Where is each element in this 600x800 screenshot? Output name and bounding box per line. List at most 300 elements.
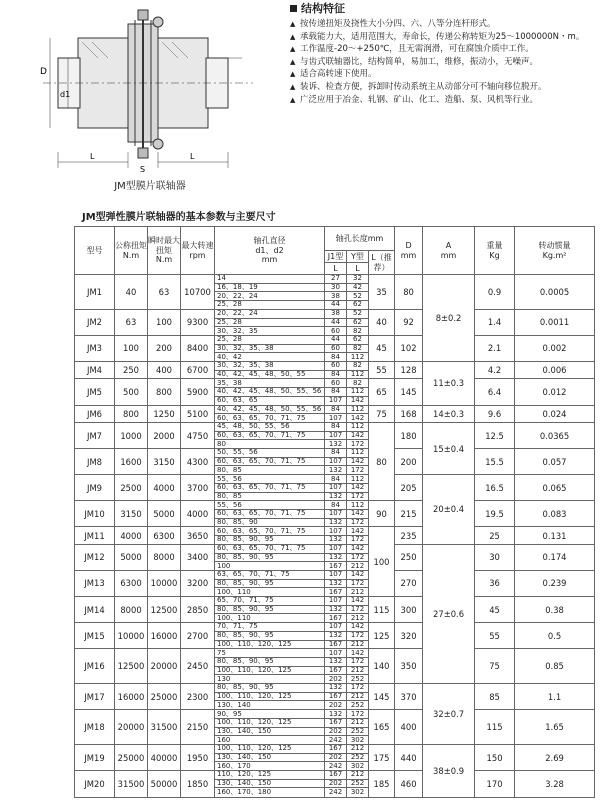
cell-length-j: 107 — [325, 483, 347, 492]
cell-length-j: 132 — [325, 553, 347, 562]
cell-model: JM11 — [75, 527, 115, 544]
cell-l-recommended: 90 — [369, 501, 395, 527]
table-body — [75, 275, 595, 798]
cell-length-j: 167 — [325, 718, 347, 727]
cell-peak-torque: 20000 — [148, 649, 181, 684]
cell-peak-torque: 3150 — [148, 449, 181, 475]
table-title: JM型弹性膜片联轴器的基本参数与主要尺寸 — [82, 212, 276, 223]
cell-d: 370 — [395, 684, 423, 710]
table-row — [75, 544, 595, 553]
cell-weight: 25 — [475, 527, 515, 544]
cell-length-y: 172 — [347, 684, 369, 693]
dim-l-left-label: L — [90, 152, 95, 161]
cell-d: 270 — [395, 570, 423, 596]
cell-model: JM3 — [75, 335, 115, 361]
cell-bore-diameter: 60、63、65、70、71、75 — [215, 509, 325, 518]
cell-length-j: 132 — [325, 657, 347, 666]
cell-length-j: 60 — [325, 362, 347, 371]
cell-bore-diameter: 30、32、35、38 — [215, 362, 325, 371]
triangle-bullet-icon: ▲ — [290, 32, 296, 41]
table-row — [75, 275, 595, 284]
cell-model: JM1 — [75, 275, 115, 310]
features-list — [290, 18, 590, 106]
cell-bore-diameter: 80、85、90、95 — [215, 605, 325, 614]
cell-length-j: 107 — [325, 509, 347, 518]
cell-peak-torque: 40000 — [148, 744, 181, 770]
cell-peak-torque: 1250 — [148, 405, 181, 422]
cell-max-speed: 5900 — [181, 379, 215, 405]
cell-length-j: 84 — [325, 422, 347, 431]
cell-length-y: 142 — [347, 457, 369, 466]
triangle-bullet-icon: ▲ — [290, 20, 296, 28]
cell-a: 27±0.6 — [423, 544, 475, 683]
cell-length-j: 44 — [325, 318, 347, 327]
cell-weight: 150 — [475, 744, 515, 770]
cell-weight: 2.1 — [475, 335, 515, 361]
cell-length-y: 142 — [347, 414, 369, 423]
cell-bore-diameter: 130、140、150 — [215, 727, 325, 736]
cell-bore-diameter: 40、42、45、48、50、55、56 — [215, 405, 325, 414]
cell-max-speed: 3400 — [181, 544, 215, 570]
cell-length-y: 302 — [347, 788, 369, 798]
cell-model: JM8 — [75, 449, 115, 475]
triangle-bullet-icon: ▲ — [290, 70, 296, 79]
cell-bore-diameter: 40、42、45、48、50、55 — [215, 370, 325, 379]
cell-inertia: 3.28 — [515, 771, 595, 798]
cell-l-recommended: 145 — [369, 684, 395, 710]
cell-length-y: 42 — [347, 283, 369, 292]
cell-bore-diameter: 160、170、180 — [215, 788, 325, 798]
cell-length-y: 112 — [347, 370, 369, 379]
cell-model: JM20 — [75, 771, 115, 798]
cell-bore-diameter: 80、85、90、95 — [215, 684, 325, 693]
cell-weight: 4.2 — [475, 362, 515, 379]
cell-length-j: 202 — [325, 753, 347, 762]
cell-length-y: 212 — [347, 562, 369, 571]
cell-bore-diameter: 40、42 — [215, 353, 325, 362]
cell-length-j: 30 — [325, 283, 347, 292]
table-row — [75, 570, 595, 579]
cell-peak-torque: 100 — [148, 309, 181, 335]
cell-d: 460 — [395, 771, 423, 798]
cell-length-j: 202 — [325, 675, 347, 684]
cell-length-j: 242 — [325, 762, 347, 771]
cell-peak-torque: 5000 — [148, 501, 181, 527]
cell-model: JM7 — [75, 422, 115, 448]
cell-d: 92 — [395, 309, 423, 335]
cell-inertia: 0.5 — [515, 623, 595, 649]
parameters-table — [74, 226, 595, 798]
cell-model: JM13 — [75, 570, 115, 596]
cell-d: 400 — [395, 710, 423, 745]
cell-length-y: 142 — [347, 649, 369, 658]
feature-item — [290, 18, 590, 31]
header-nominal-torque: 公称扭矩 N.m — [115, 227, 148, 275]
cell-length-j: 27 — [325, 275, 347, 284]
cell-nominal-torque: 3150 — [115, 501, 148, 527]
cell-length-j: 107 — [325, 649, 347, 658]
cell-inertia: 0.0005 — [515, 275, 595, 310]
cell-bore-diameter: 100、110、120、125 — [215, 640, 325, 649]
cell-length-y: 252 — [347, 753, 369, 762]
cell-length-y: 212 — [347, 771, 369, 780]
cell-nominal-torque: 12500 — [115, 649, 148, 684]
cell-bore-diameter: 130、140、150 — [215, 753, 325, 762]
cell-peak-torque: 31500 — [148, 710, 181, 745]
cell-length-y: 172 — [347, 536, 369, 545]
cell-length-j: 107 — [325, 527, 347, 536]
cell-bore-diameter: 60、63、65 — [215, 396, 325, 405]
cell-bore-diameter: 30、32、35、38 — [215, 344, 325, 353]
cell-model: JM6 — [75, 405, 115, 422]
cell-bore-diameter: 80、85、90、95 — [215, 536, 325, 545]
header-l-recommended: L（推荐） — [369, 251, 395, 275]
feature-text: 按传递扭矩及挠性大小分四、六、八等分连杆形式。 — [300, 19, 496, 29]
table-row — [75, 475, 595, 484]
features-section — [290, 2, 590, 106]
cell-weight: 19.5 — [475, 501, 515, 527]
cell-inertia: 0.38 — [515, 597, 595, 623]
cell-bore-diameter: 110、120、125 — [215, 771, 325, 780]
cell-length-j: 202 — [325, 727, 347, 736]
cell-max-speed: 2450 — [181, 649, 215, 684]
square-bullet-icon — [290, 5, 297, 12]
cell-max-speed: 5100 — [181, 405, 215, 422]
cell-length-y: 172 — [347, 710, 369, 719]
cell-peak-torque: 8000 — [148, 544, 181, 570]
cell-nominal-torque: 10000 — [115, 623, 148, 649]
cell-d: 145 — [395, 379, 423, 405]
cell-inertia: 0.0365 — [515, 422, 595, 448]
cell-max-speed: 2150 — [181, 710, 215, 745]
cell-length-j: 107 — [325, 623, 347, 632]
cell-length-y: 142 — [347, 597, 369, 606]
cell-max-speed: 2700 — [181, 623, 215, 649]
cell-length-y: 172 — [347, 440, 369, 449]
cell-length-j: 84 — [325, 405, 347, 414]
cell-l-recommended: 125 — [369, 623, 395, 649]
cell-bore-diameter: 100、110、120、125 — [215, 692, 325, 701]
cell-length-y: 252 — [347, 701, 369, 710]
cell-length-j: 107 — [325, 597, 347, 606]
table-row — [75, 527, 595, 536]
cell-length-j: 107 — [325, 396, 347, 405]
cell-bore-diameter: 100、110、120、125 — [215, 666, 325, 675]
cell-bore-diameter: 60、63、65、70、71、75 — [215, 527, 325, 536]
cell-max-speed: 4750 — [181, 422, 215, 448]
cell-l-recommended: 80 — [369, 422, 395, 500]
cell-length-j: 132 — [325, 684, 347, 693]
cell-max-speed: 8400 — [181, 335, 215, 361]
header-a: A mm — [423, 227, 475, 275]
triangle-bullet-icon: ▲ — [290, 57, 296, 66]
cell-d: 102 — [395, 335, 423, 361]
dim-s-label: S — [140, 165, 146, 174]
table-row — [75, 309, 595, 318]
cell-length-y: 302 — [347, 762, 369, 771]
cell-l-recommended: 175 — [369, 744, 395, 770]
cell-length-j: 44 — [325, 335, 347, 344]
cell-max-speed: 2300 — [181, 684, 215, 710]
cell-length-y: 62 — [347, 301, 369, 310]
cell-nominal-torque: 16000 — [115, 684, 148, 710]
cell-inertia: 0.002 — [515, 335, 595, 361]
cell-bore-diameter: 80、85 — [215, 492, 325, 501]
cell-l-recommended: 115 — [369, 597, 395, 623]
cell-a: 32±0.7 — [423, 684, 475, 745]
cell-length-j: 84 — [325, 501, 347, 510]
cell-length-y: 142 — [347, 623, 369, 632]
cell-inertia: 1.65 — [515, 710, 595, 745]
cell-inertia: 0.131 — [515, 527, 595, 544]
feature-item — [290, 43, 590, 56]
cell-length-j: 167 — [325, 771, 347, 780]
cell-l-recommended: 45 — [369, 335, 395, 361]
cell-weight: 75 — [475, 649, 515, 684]
cell-length-j: 84 — [325, 449, 347, 458]
cell-max-speed: 4300 — [181, 449, 215, 475]
cell-nominal-torque: 40 — [115, 275, 148, 310]
cell-max-speed: 2850 — [181, 597, 215, 623]
cell-length-j: 84 — [325, 475, 347, 484]
cell-model: JM19 — [75, 744, 115, 770]
cell-length-y: 112 — [347, 475, 369, 484]
cell-length-j: 242 — [325, 788, 347, 798]
figure-caption: JM型膜片联轴器 — [114, 181, 186, 192]
feature-item — [290, 31, 590, 44]
cell-peak-torque: 6300 — [148, 527, 181, 544]
cell-length-y: 172 — [347, 492, 369, 501]
cell-nominal-torque: 5000 — [115, 544, 148, 570]
cell-max-speed: 10700 — [181, 275, 215, 310]
cell-bore-diameter: 70、71、75 — [215, 623, 325, 632]
cell-length-y: 172 — [347, 553, 369, 562]
cell-length-j: 107 — [325, 431, 347, 440]
cell-d: 300 — [395, 597, 423, 623]
cell-bore-diameter: 100 — [215, 562, 325, 571]
cell-inertia: 0.024 — [515, 405, 595, 422]
cell-a: 14±0.3 — [423, 405, 475, 422]
cell-length-y: 302 — [347, 736, 369, 745]
cell-nominal-torque: 20000 — [115, 710, 148, 745]
cell-length-y: 82 — [347, 344, 369, 353]
cell-bore-diameter: 35、38 — [215, 379, 325, 388]
cell-bore-diameter: 80、85、90、95 — [215, 631, 325, 640]
dim-d-label: D — [40, 67, 47, 77]
cell-length-y: 112 — [347, 449, 369, 458]
cell-length-j: 84 — [325, 353, 347, 362]
cell-l-recommended: 35 — [369, 275, 395, 310]
cell-model: JM2 — [75, 309, 115, 335]
cell-bore-diameter: 80、85、90、95 — [215, 579, 325, 588]
cell-bore-diameter: 130、140 — [215, 701, 325, 710]
cell-model: JM16 — [75, 649, 115, 684]
header-inertia: 转动惯量 Kg.m² — [515, 227, 595, 275]
cell-max-speed: 4000 — [181, 501, 215, 527]
cell-length-y: 142 — [347, 483, 369, 492]
cell-weight: 36 — [475, 570, 515, 596]
table-row — [75, 744, 595, 753]
cell-model: JM4 — [75, 362, 115, 379]
table-row — [75, 597, 595, 606]
cell-weight: 170 — [475, 771, 515, 798]
cell-length-y: 252 — [347, 779, 369, 788]
header-l-j: L — [325, 263, 347, 275]
cell-weight: 55 — [475, 623, 515, 649]
cell-l-recommended: 65 — [369, 379, 395, 405]
table-row — [75, 684, 595, 693]
cell-length-j: 167 — [325, 614, 347, 623]
triangle-bullet-icon: ▲ — [290, 45, 296, 54]
cell-length-j: 84 — [325, 370, 347, 379]
cell-bore-diameter: 80、85 — [215, 466, 325, 475]
cell-peak-torque: 200 — [148, 335, 181, 361]
cell-length-j: 132 — [325, 466, 347, 475]
cell-length-y: 212 — [347, 588, 369, 597]
cell-length-y: 172 — [347, 657, 369, 666]
cell-bore-diameter: 16、18、19 — [215, 283, 325, 292]
cell-length-j: 38 — [325, 292, 347, 301]
cell-bore-diameter: 80、85、90、95 — [215, 553, 325, 562]
cell-length-y: 142 — [347, 431, 369, 440]
cell-length-y: 212 — [347, 692, 369, 701]
header-peak-torque: 瞬时最大扭矩 N.m — [148, 227, 181, 275]
cell-length-y: 112 — [347, 388, 369, 397]
cell-inertia: 0.065 — [515, 475, 595, 501]
cell-weight: 115 — [475, 710, 515, 745]
cell-bore-diameter: 63、65、70、71、75 — [215, 570, 325, 579]
cell-length-j: 132 — [325, 579, 347, 588]
cell-length-j: 242 — [325, 736, 347, 745]
cell-d: 350 — [395, 649, 423, 684]
cell-nominal-torque: 31500 — [115, 771, 148, 798]
cell-bore-diameter: 25、28 — [215, 335, 325, 344]
header-l-y: L — [347, 263, 369, 275]
feature-text: 工作温度-20～+250℃，且无需润滑，可在腐蚀介质中工作。 — [300, 44, 534, 55]
cell-model: JM12 — [75, 544, 115, 570]
cell-weight: 12.5 — [475, 422, 515, 448]
cell-length-j: 44 — [325, 301, 347, 310]
cell-weight: 45 — [475, 597, 515, 623]
cell-peak-torque: 4000 — [148, 475, 181, 501]
cell-model: JM14 — [75, 597, 115, 623]
cell-d: 80 — [395, 275, 423, 310]
cell-length-j: 167 — [325, 744, 347, 753]
cell-length-j: 167 — [325, 692, 347, 701]
cell-bore-diameter: 130 — [215, 675, 325, 684]
triangle-bullet-icon: ▲ — [290, 95, 296, 104]
cell-d: 215 — [395, 501, 423, 527]
cell-nominal-torque: 2500 — [115, 475, 148, 501]
cell-weight: 0.9 — [475, 275, 515, 310]
feature-item — [290, 81, 590, 94]
cell-bore-diameter: 90、95 — [215, 710, 325, 719]
cell-bore-diameter: 20、22、24 — [215, 309, 325, 318]
header-max-speed: 最大转速 rpm — [181, 227, 215, 275]
cell-model: JM17 — [75, 684, 115, 710]
cell-bore-diameter: 50、55、56 — [215, 449, 325, 458]
cell-weight: 85 — [475, 684, 515, 710]
cell-bore-diameter: 14 — [215, 275, 325, 284]
cell-l-recommended: 165 — [369, 710, 395, 745]
cell-bore-diameter: 130、140、150 — [215, 779, 325, 788]
feature-text: 广泛应用于冶金、轧钢、矿山、化工、造船、泵、风机等行业。 — [300, 94, 539, 105]
cell-length-j: 107 — [325, 414, 347, 423]
cell-d: 440 — [395, 744, 423, 770]
cell-max-speed: 6700 — [181, 362, 215, 379]
table-row — [75, 362, 595, 371]
feature-text: 承载能力大，适用范围大，寿命长，传递公称转矩为25～1000000N・m。 — [300, 31, 585, 42]
cell-length-y: 172 — [347, 466, 369, 475]
cell-bore-diameter: 75 — [215, 649, 325, 658]
triangle-bullet-icon: ▲ — [290, 82, 296, 91]
cell-bore-diameter: 60、63、65、70、71、75 — [215, 414, 325, 423]
cell-length-j: 132 — [325, 536, 347, 545]
cell-bore-diameter: 80、85、90 — [215, 518, 325, 527]
cell-model: JM18 — [75, 710, 115, 745]
cell-length-y: 142 — [347, 570, 369, 579]
cell-length-y: 62 — [347, 318, 369, 327]
cell-d: 250 — [395, 544, 423, 570]
feature-text: 装诉、检查方便，拆卸时传动系统主从动部分可不轴向移位脱开。 — [300, 81, 547, 92]
cell-l-recommended: 185 — [369, 771, 395, 798]
cell-peak-torque: 25000 — [148, 684, 181, 710]
cell-length-y: 212 — [347, 640, 369, 649]
table-row — [75, 422, 595, 431]
cell-length-j: 107 — [325, 570, 347, 579]
cell-length-j: 167 — [325, 588, 347, 597]
cell-max-speed: 3200 — [181, 570, 215, 596]
table-row — [75, 771, 595, 780]
features-heading — [290, 2, 590, 16]
cell-max-speed: 3650 — [181, 527, 215, 544]
cell-length-j: 132 — [325, 631, 347, 640]
cell-nominal-torque: 1000 — [115, 422, 148, 448]
feature-item — [290, 56, 590, 69]
cell-length-y: 112 — [347, 501, 369, 510]
cell-model: JM10 — [75, 501, 115, 527]
cell-weight: 15.5 — [475, 449, 515, 475]
cell-inertia: 0.85 — [515, 649, 595, 684]
cell-bore-diameter: 30、32、35 — [215, 327, 325, 336]
cell-length-y: 212 — [347, 744, 369, 753]
cell-l-recommended: 100 — [369, 527, 395, 597]
table-row — [75, 379, 595, 388]
cell-length-y: 52 — [347, 292, 369, 301]
cell-length-j: 132 — [325, 605, 347, 614]
cell-length-y: 172 — [347, 605, 369, 614]
cell-length-y: 32 — [347, 275, 369, 284]
cell-d: 205 — [395, 475, 423, 501]
cell-max-speed: 9300 — [181, 309, 215, 335]
cell-length-j: 132 — [325, 710, 347, 719]
cell-weight: 30 — [475, 544, 515, 570]
cell-length-j: 132 — [325, 440, 347, 449]
cell-length-y: 142 — [347, 544, 369, 553]
cell-bore-diameter: 55、56 — [215, 501, 325, 510]
header-bore-diameter: 轴孔直径 d1、d2 mm — [215, 227, 325, 275]
cell-length-y: 82 — [347, 379, 369, 388]
cell-length-y: 82 — [347, 327, 369, 336]
cell-inertia: 0.0011 — [515, 309, 595, 335]
feature-text: 与齿式联轴器比，结构简单，易加工，维修，振动小，无噪声。 — [300, 56, 539, 67]
cell-d: 128 — [395, 362, 423, 379]
cell-length-j: 132 — [325, 492, 347, 501]
cell-nominal-torque: 8000 — [115, 597, 148, 623]
cell-nominal-torque: 100 — [115, 335, 148, 361]
header-j-type: J1型 — [325, 251, 347, 263]
cell-bore-diameter: 100、110 — [215, 588, 325, 597]
